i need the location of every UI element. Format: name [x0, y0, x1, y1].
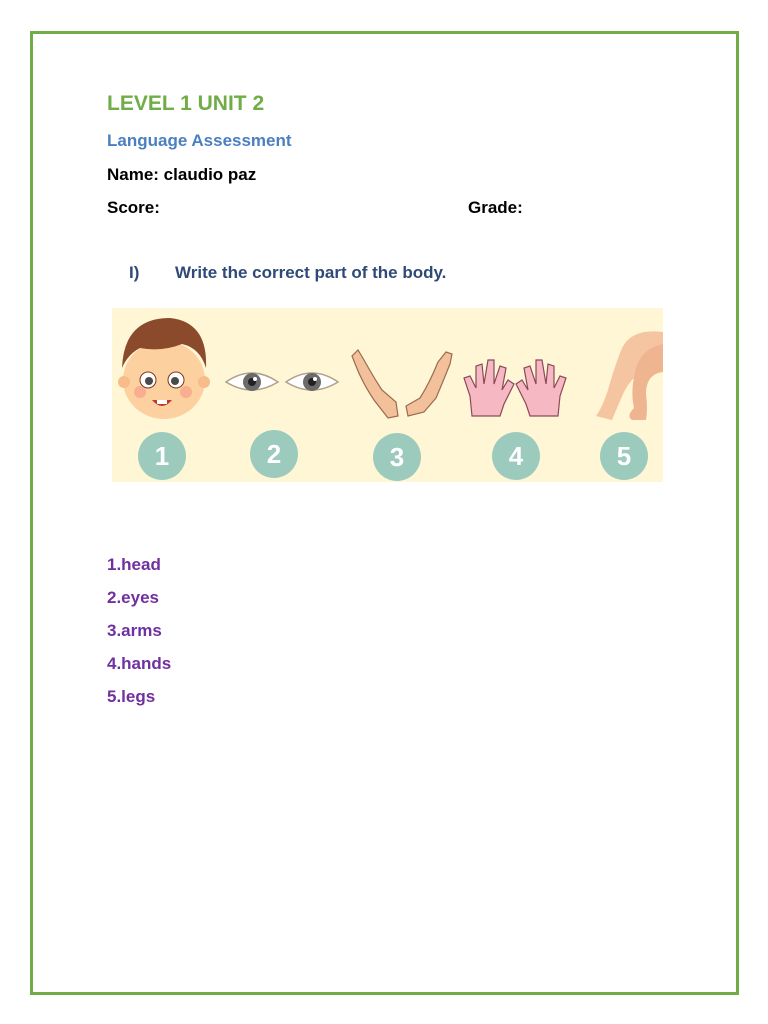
score-label: Score:: [107, 198, 160, 217]
number-badge-1: [138, 432, 186, 480]
answer-item: 1.head: [107, 555, 161, 574]
answer-item: 5.legs: [107, 687, 156, 706]
grade-label: Grade:: [468, 198, 523, 217]
page-title: LEVEL 1 UNIT 2: [107, 92, 265, 115]
badge-label-5: 5: [616, 441, 632, 471]
student-name: Name: claudio paz: [107, 165, 257, 184]
badge-label-2: 2: [266, 439, 282, 469]
number-badge-2: [250, 430, 298, 478]
badge-label-3: 3: [389, 442, 405, 472]
answer-item: 3.arms: [107, 621, 162, 640]
question-text: Write the correct part of the body.: [175, 263, 447, 282]
badge-label-1: 1: [154, 441, 170, 471]
answer-list: [107, 555, 171, 720]
number-badge-4: [492, 432, 540, 480]
answer-item: 2.eyes: [107, 588, 159, 607]
answer-item: 4.hands: [107, 654, 172, 673]
number-badge-5: [600, 432, 648, 480]
badge-label-4: 4: [508, 441, 524, 471]
number-badge-3: [373, 433, 421, 481]
body-parts-illustration: [112, 308, 663, 482]
page-subtitle: Language Assessment: [107, 131, 292, 150]
question-number: I): [129, 263, 140, 282]
